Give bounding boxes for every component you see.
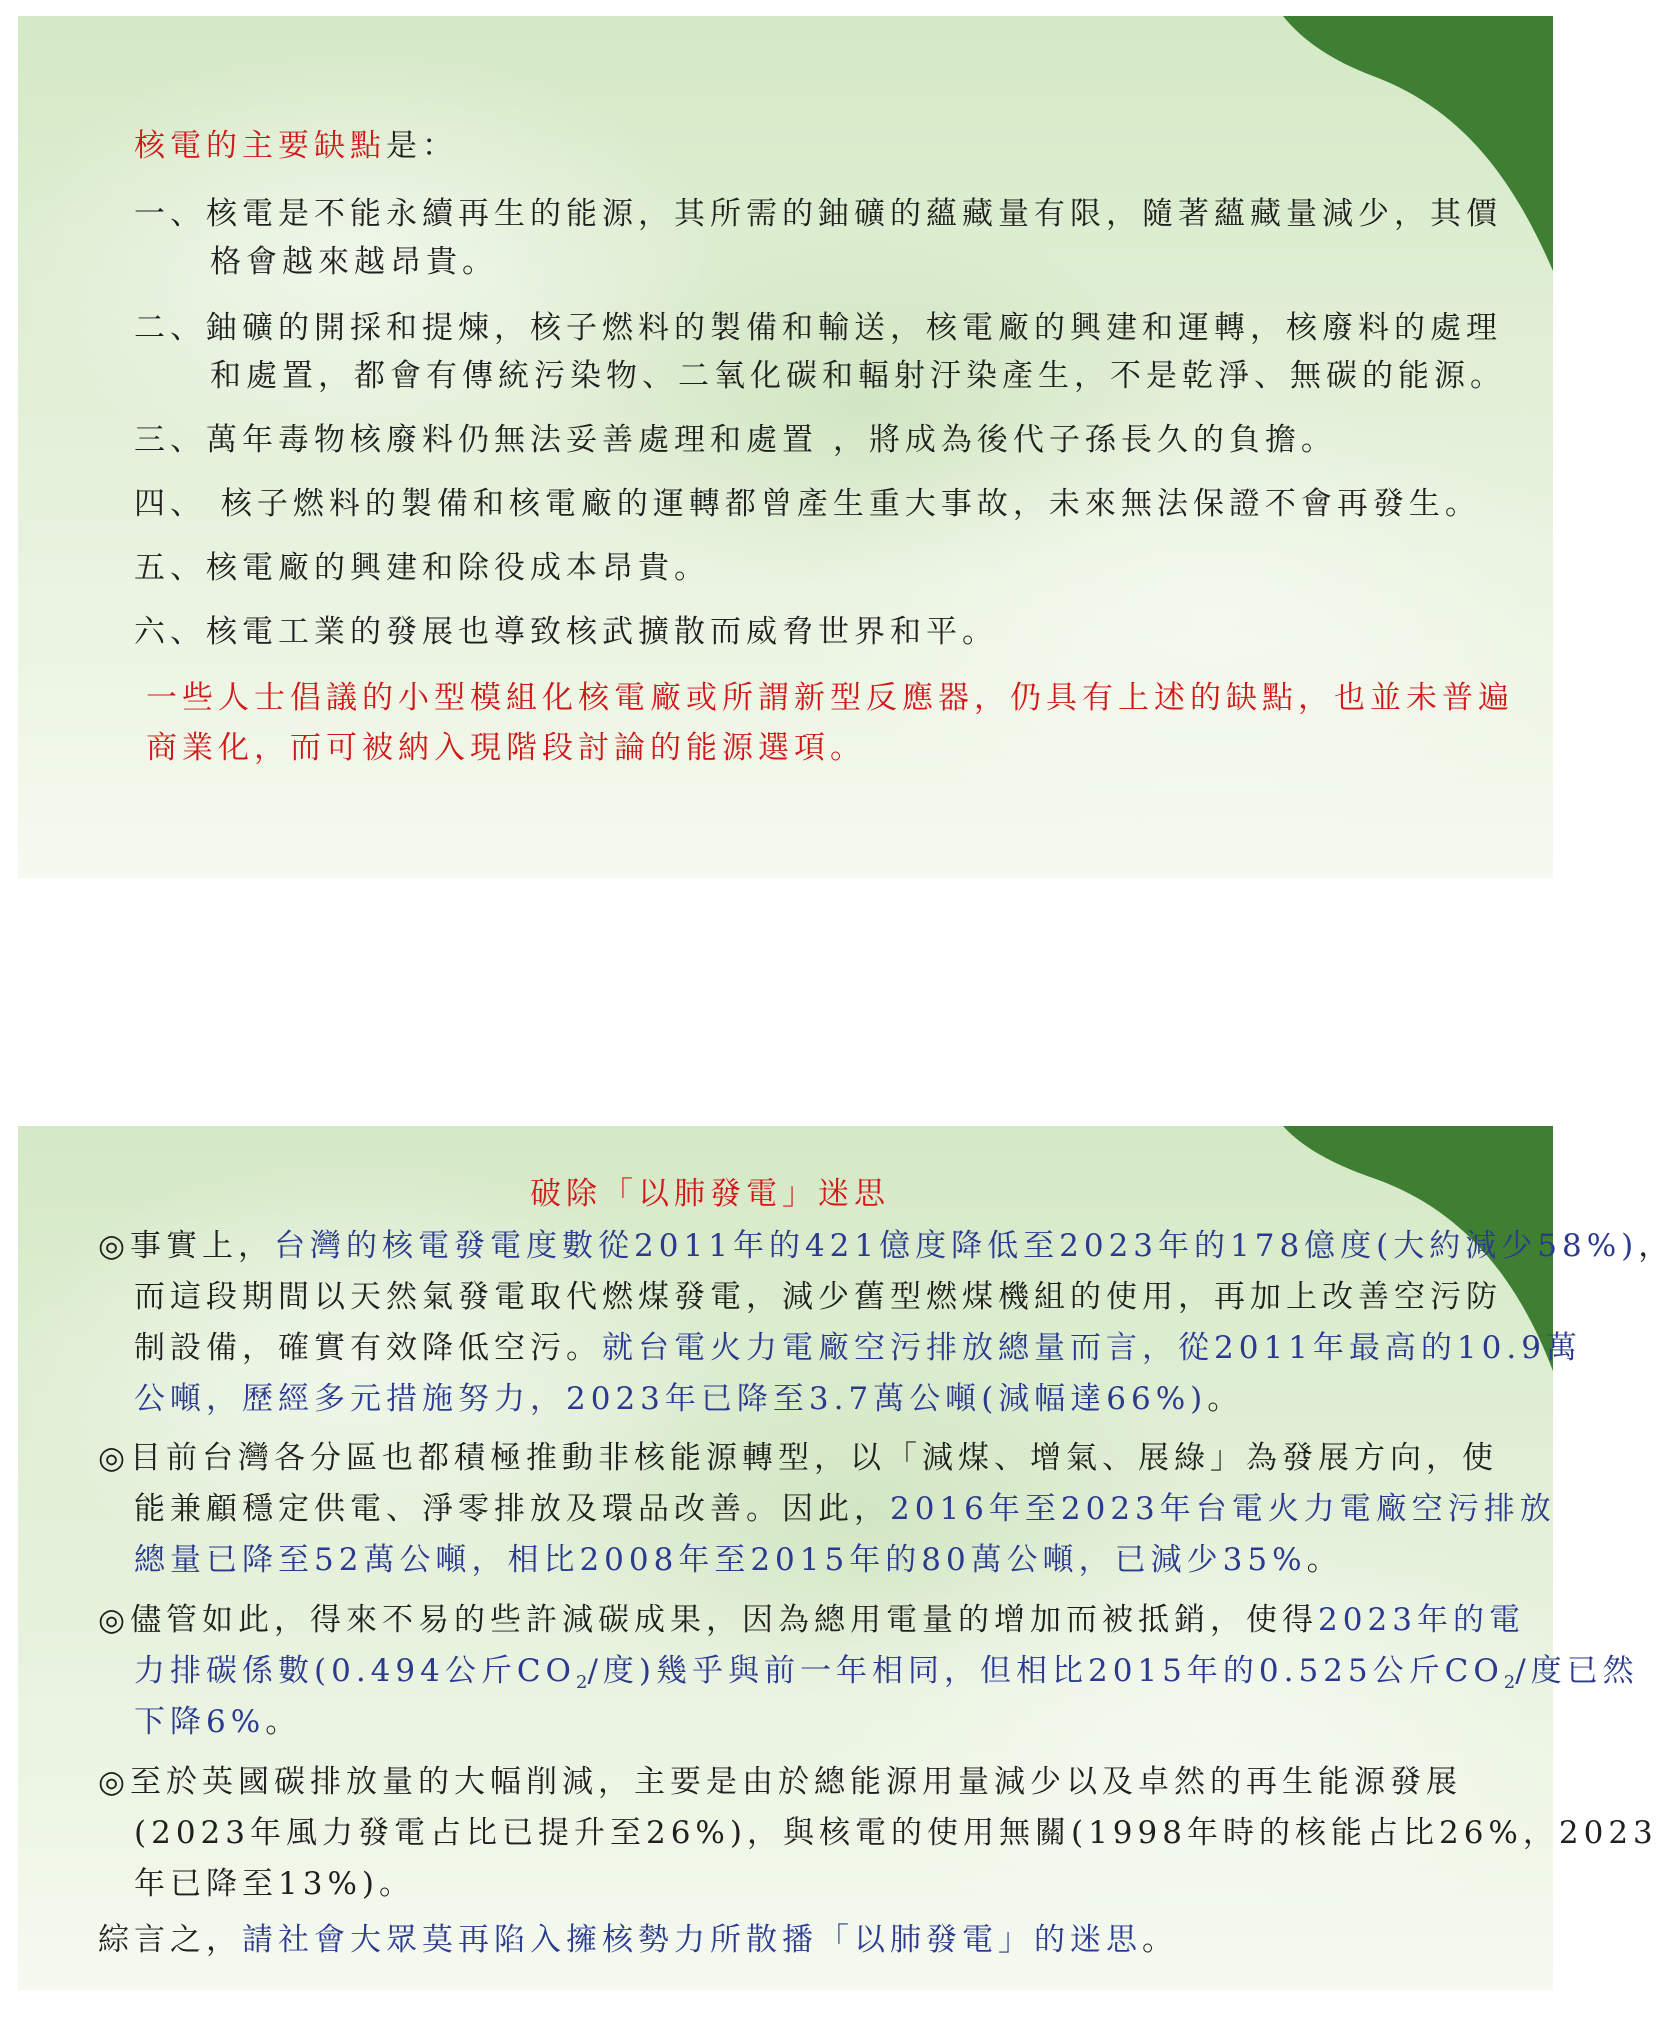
p4-line-3: 年已降至13%)。: [134, 1866, 415, 1902]
p3-line-2: [134, 1645, 1639, 1693]
p1-l3-highlight: 就台電火力電廠空污排放總量而言，從2011年最高的10.9萬: [602, 1330, 1582, 1366]
note-line-1: 一些人士倡議的小型模組化核電廠或所謂新型反應器，仍具有上述的缺點，也並未普遍: [146, 680, 1514, 716]
item-5: 五、核電廠的興建和除役成本昂貴。: [134, 550, 710, 586]
p2-line-2: [134, 1483, 1556, 1528]
item-2-line-1: 二、鈾礦的開採和提煉，核子燃料的製備和輸送，核電廠的興建和運轉，核廢料的處理: [134, 310, 1502, 346]
disadvantages-panel: [18, 16, 1553, 878]
heading-red-text: 核電的主要缺點: [134, 128, 386, 164]
p2-line-3: [134, 1534, 1343, 1579]
p1-line-4: [134, 1373, 1243, 1418]
p1-l1-suffix: ，: [1638, 1228, 1674, 1264]
p3-l3-suffix: 。: [265, 1704, 302, 1740]
conclusion-suffix: 。: [1142, 1922, 1178, 1958]
p4-line-2: (2023年風力發電占比已提升至26%)，與核電的使用無關(1998年時的核能占比26%，2023: [134, 1815, 1658, 1851]
p2-l2-highlight: 2016年至2023年台電火力電廠空污排放: [890, 1491, 1556, 1527]
p3-l3-highlight: 下降6%: [134, 1704, 266, 1740]
p3-line-3: [134, 1696, 301, 1741]
p1-line-1: [98, 1220, 1674, 1265]
p4-line-1: ◎至於英國碳排放量的大幅削減，主要是由於總能源用量減少以及卓然的再生能源發展: [98, 1764, 1463, 1800]
p1-l3-plain: 制設備，確實有效降低空污。: [134, 1330, 602, 1366]
p3-l1-plain: ◎儘管如此，得來不易的些許減碳成果，因為總用電量的增加而被抵銷，使得: [98, 1602, 1319, 1638]
green-corner-decoration: [1253, 16, 1553, 276]
item-3: 三、萬年毒物核廢料仍無法妥善處理和處置 ，將成為後代子孫長久的負擔。: [134, 422, 1337, 458]
item-6: 六、核電工業的發展也導致核武擴散而威脅世界和平。: [134, 614, 998, 650]
item-1-line-2: 格會越來越昂貴。: [210, 244, 498, 280]
myth-panel: [18, 1126, 1674, 1990]
conclusion: [98, 1914, 1178, 1959]
section1-heading: [134, 120, 458, 165]
p2-l2-plain: 能兼顧穩定供電、淨零排放及環品改善。因此，: [134, 1491, 890, 1527]
p1-l4-suffix: 。: [1207, 1381, 1244, 1417]
p2-l3-suffix: 。: [1306, 1542, 1343, 1578]
p3-l2-part-c: /度已然: [1515, 1653, 1639, 1689]
item-2-line-2: 和處置，都會有傳統污染物、二氧化碳和輻射汙染產生，不是乾淨、無碳的能源。: [210, 358, 1506, 394]
p2-l3-highlight: 總量已降至52萬公噸，相比2008年至2015年的80萬公噸，已減少35%: [134, 1542, 1307, 1578]
p3-l2-part-a: 力排碳係數(0.494公斤CO: [134, 1653, 576, 1689]
p1-line-3: [134, 1322, 1582, 1367]
p1-l1-prefix: ◎事實上，: [98, 1228, 275, 1264]
item-4: 四、 核子燃料的製備和核電廠的運轉都曾產生重大事故，未來無法保證不會再發生。: [134, 486, 1481, 522]
p1-l1-highlight: 台灣的核電發電度數從2011年的421億度降低至2023年的178億度(大約減少58%): [274, 1228, 1639, 1264]
heading-black-text: 是：: [386, 128, 458, 164]
co2-subscript: 2: [1503, 1672, 1516, 1693]
p1-line-2: 而這段期間以天然氣發電取代燃煤發電，減少舊型燃煤機組的使用，再加上改善空污防: [134, 1279, 1502, 1315]
item-1-line-1: 一、核電是不能永續再生的能源，其所需的鈾礦的蘊藏量有限，隨著蘊藏量減少，其價: [134, 196, 1502, 232]
p3-l1-highlight: 2023年的電: [1318, 1602, 1525, 1638]
co2-subscript: 2: [575, 1672, 588, 1693]
p1-l4-highlight: 公噸，歷經多元措施努力，2023年已降至3.7萬公噸(減幅達66%): [134, 1381, 1208, 1417]
p3-line-1: [98, 1594, 1525, 1639]
p3-l2-part-b: /度)幾乎與前一年相同，但相比2015年的0.525公斤CO: [587, 1653, 1504, 1689]
conclusion-highlight: 請社會大眾莫再陷入擁核勢力所散播「以肺發電」的迷思: [242, 1922, 1142, 1958]
note-line-2: 商業化，而可被納入現階段討論的能源選項。: [146, 730, 866, 766]
conclusion-prefix: 綜言之，: [98, 1922, 242, 1958]
p2-line-1: ◎目前台灣各分區也都積極推動非核能源轉型，以「減煤、增氣、展綠」為發展方向，使: [98, 1440, 1499, 1476]
section2-title: 破除「以肺發電」迷思: [530, 1176, 890, 1212]
